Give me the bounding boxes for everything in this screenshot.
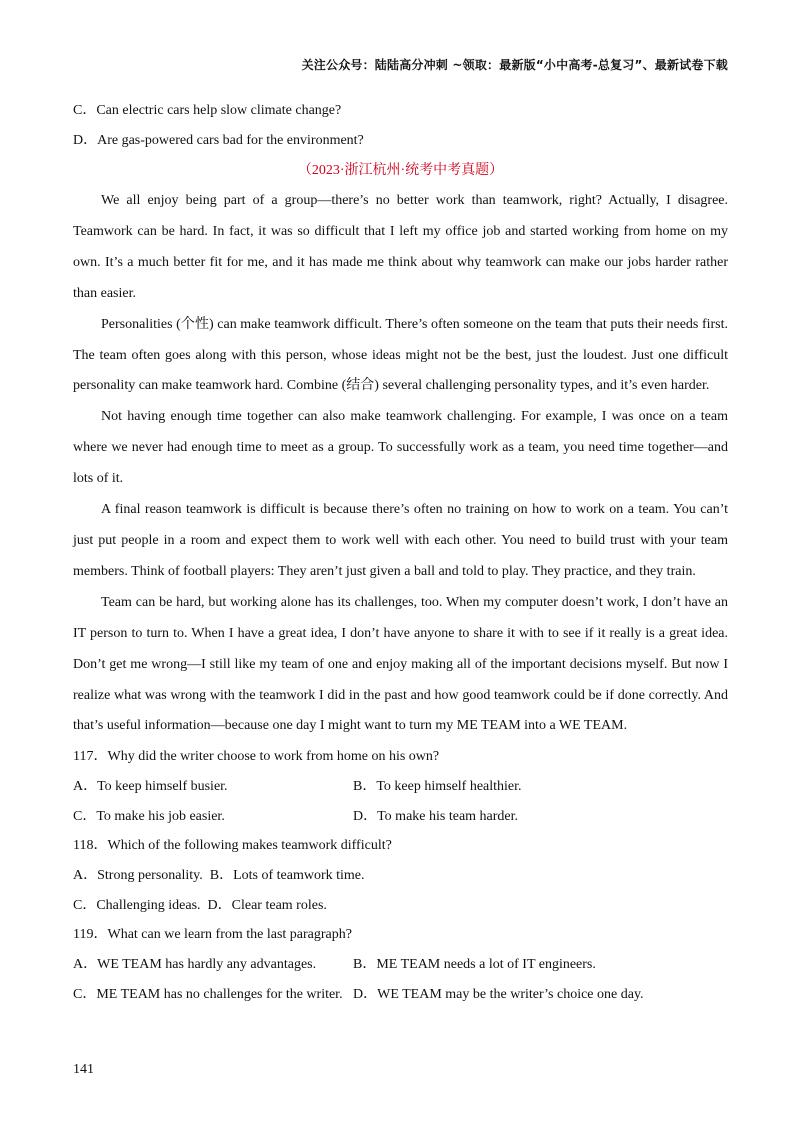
options-a-b: A．Strong personality. B．Lots of teamwork time. — [73, 868, 365, 884]
paragraph-2: Personalities (个性) can make teamwork difficult. There’s often someone on the team that puts their needs first. The team often goes along with this person, whose ideas might not be the best, just the loudest. Just one difficult personality can make teamwork hard. Combine (结合) several challenging personality types, and it’s even harder. — [73, 316, 728, 394]
page-number: 141 — [73, 1062, 94, 1077]
question-118 — [73, 831, 728, 920]
option-d: D．To make his team harder. — [353, 808, 519, 824]
page-header: 关注公众号：陆陆高分冲刺 ~领取：最新版“小中高考-总复习”、最新试卷下载 — [301, 58, 728, 72]
option-row — [73, 802, 728, 832]
exam-source: （2023·浙江杭州·统考中考真题） — [297, 163, 504, 178]
option-row — [73, 772, 728, 802]
page-content — [73, 96, 728, 1009]
question-stem: 118．Which of the following makes teamwork difficult? — [73, 838, 392, 854]
paragraph-3: Not having enough time together can also make teamwork challenging. For example, I was once on a team where we never had enough time to meet as a group. To successfully work as a team, you need time together—and lots of it. — [73, 409, 728, 487]
option-c: C．ME TEAM has no challenges for the writer. — [73, 986, 343, 1002]
options-c-d: C．Challenging ideas. D．Clear team roles. — [73, 897, 327, 913]
question-117 — [73, 742, 728, 831]
paragraph-1: We all enjoy being part of a group—there’s no better work than teamwork, right? Actually, I disagree. Teamwork can be hard. In fact, it was so difficult that I left my office job and started working from home on my own. It’s a much better fit for me, and it has made me think about why teamwork can make our jobs harder rather than easier. — [73, 193, 728, 301]
option-c: C．To make his job easier. — [73, 808, 225, 824]
option-b: B．ME TEAM needs a lot of IT engineers. — [353, 957, 596, 973]
option-d: D．WE TEAM may be the writer’s choice one day. — [353, 986, 644, 1002]
question-stem: 117．Why did the writer choose to work from home on his own? — [73, 749, 440, 765]
paragraph-5: Team can be hard, but working alone has its challenges, too. When my computer doesn’t work, I don’t have an IT person to turn to. When I have a great idea, I don’t have anyone to share it with to see if it really is a great idea. Don’t get me wrong—I still like my team of one and enjoy making all of the important decisions myself. But now I realize what was wrong with the teamwork I did in the past and how good teamwork could be if done correctly. And that’s useful information—because one day I might want to turn my ME TEAM into a WE TEAM. — [73, 594, 728, 734]
option-a: A．WE TEAM has hardly any advantages. — [73, 957, 317, 973]
option-row — [73, 980, 728, 1010]
option-c-prev: C．Can electric cars help slow climate change? — [73, 103, 342, 118]
option-row — [73, 950, 728, 980]
option-row — [73, 891, 728, 921]
question-stem: 119．What can we learn from the last paragraph? — [73, 927, 352, 943]
paragraph-4: A final reason teamwork is difficult is because there’s often no training on how to work on a team. You can’t just put people in a room and expect them to work well with each other. You need to build trust with your team members. Think of football players: They aren’t just given a ball and told to play. They practice, and they train. — [73, 502, 728, 579]
question-119 — [73, 920, 728, 1009]
option-b: B．To keep himself healthier. — [353, 779, 522, 795]
option-row — [73, 861, 728, 891]
option-d-prev: D．Are gas-powered cars bad for the environment? — [73, 133, 364, 148]
option-a: A．To keep himself busier. — [73, 779, 228, 795]
